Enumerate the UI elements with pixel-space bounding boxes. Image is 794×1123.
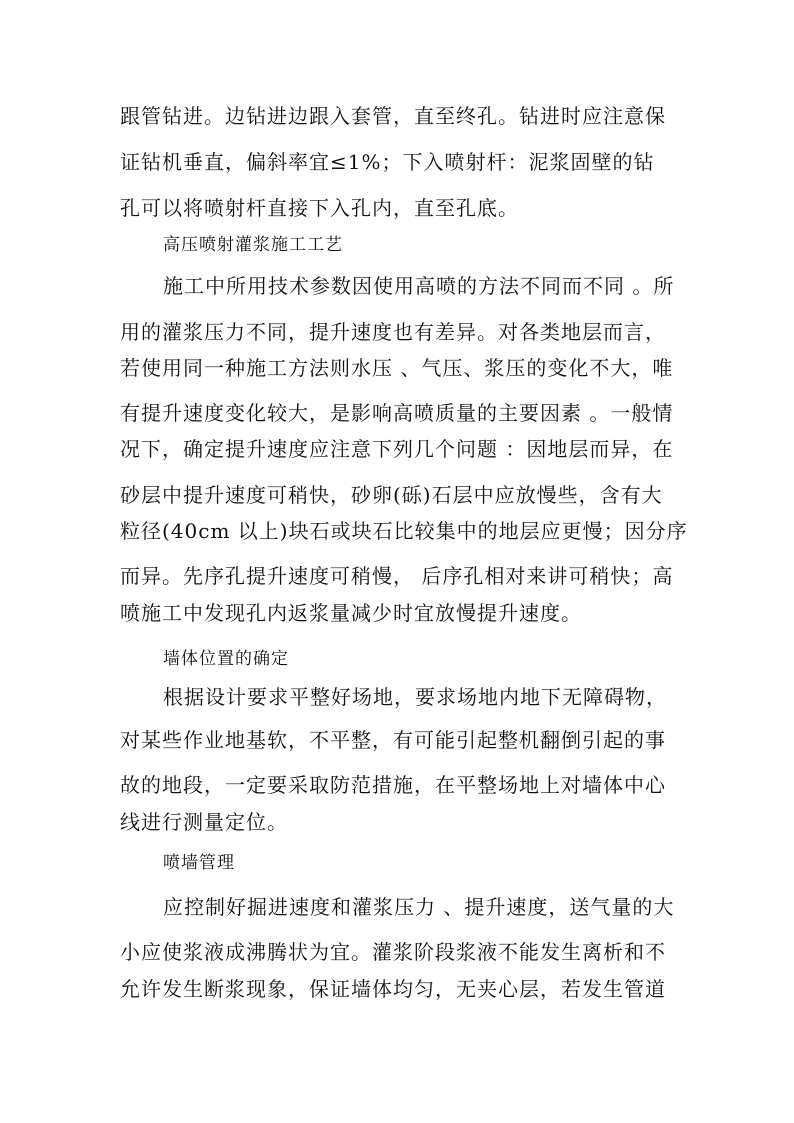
body-text-line: 喷施工中发现孔内返浆量减少时宜放慢提升速度。: [120, 601, 582, 625]
body-text-line: 施工中所用技术参数因使用高喷的方法不同而不同 。所: [163, 274, 675, 298]
body-text-line: 小应使浆液成沸腾状为宜。灌浆阶段浆液不能发生离析和不: [120, 940, 666, 964]
body-text-line: 证钻机垂直，偏斜率宜≤1%；下入喷射杆：泥浆固壁的钻: [120, 150, 655, 174]
body-text-line: 根据设计要求平整好场地，要求场地内地下无障碍物，: [163, 685, 667, 709]
section-heading: 喷墙管理: [163, 853, 235, 873]
body-text-line: 而异。先序孔提升速度可稍慢， 后序孔相对来讲可稍快；高: [120, 564, 674, 588]
body-text-line: 若使用同一种施工方法则水压 、气压、浆压的变化不大，唯: [120, 356, 674, 380]
section-heading: 墙体位置的确定: [163, 649, 289, 669]
body-text-line: 跟管钻进。边钻进边跟入套管，直至终孔。钻进时应注意保: [120, 104, 666, 128]
body-text-line: 对某些作业地基软，不平整，有可能引起整机翻倒引起的事: [120, 728, 666, 752]
body-text-line: 粒径(40cm 以上)块石或块石比较集中的地层应更慢；因分序: [120, 519, 688, 543]
body-text-line: 允许发生断浆现象，保证墙体均匀，无夹心层，若发生管道: [120, 977, 666, 1001]
body-text-line: 应控制好掘进速度和灌浆压力 、提升速度，送气量的大: [163, 895, 675, 919]
body-text-line: 况下，确定提升速度应注意下列几个问题 ：因地层而异，在: [120, 437, 674, 461]
body-text-line: 故的地段，一定要采取防范措施，在平整场地上对墙体中心: [120, 773, 666, 797]
section-heading: 高压喷射灌浆施工工艺: [163, 235, 343, 255]
body-text-line: 砂层中提升速度可稍快，砂卵(砾)石层中应放慢些，含有大: [120, 483, 663, 507]
body-text-line: 线进行测量定位。: [120, 810, 288, 834]
body-text-line: 有提升速度变化较大，是影响高喷质量的主要因素 。一般情: [120, 401, 674, 425]
body-text-line: 孔可以将喷射杆直接下入孔内，直至孔底。: [120, 196, 519, 220]
body-text-line: 用的灌浆压力不同，提升速度也有差异。对各类地层而言，: [120, 320, 666, 344]
